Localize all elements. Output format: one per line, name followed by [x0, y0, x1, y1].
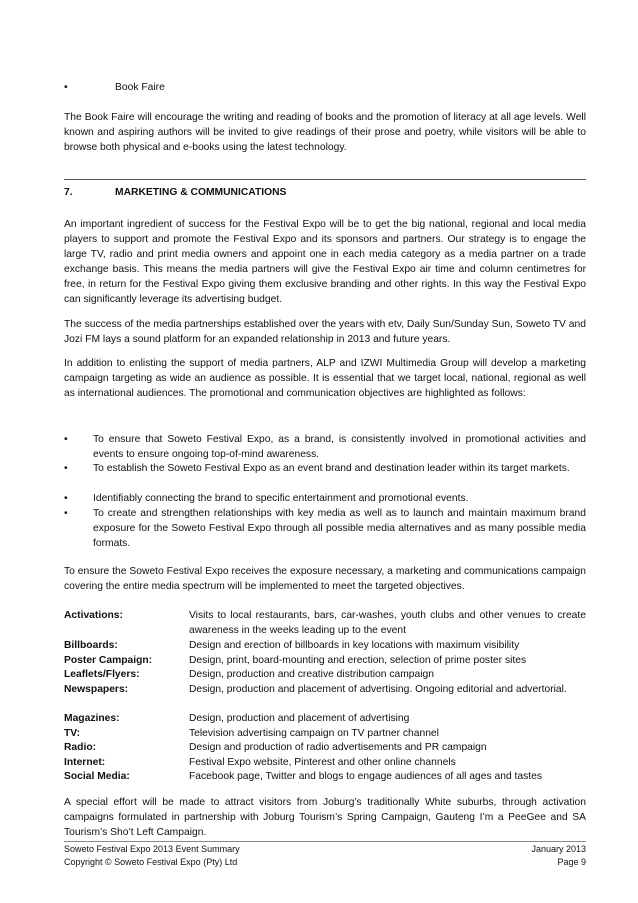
- media-description: Television advertising campaign on TV partner channel: [189, 728, 439, 739]
- media-label: Magazines:: [64, 713, 120, 724]
- section-divider: [64, 179, 586, 180]
- paragraph-media-partnerships: The success of the media partnerships established over the years with etv, Daily Sun/Sunday Sun, Soweto TV and Jozi FM lays a sound platform for an expanded relationship in 2013 and future years.: [64, 319, 586, 345]
- media-description: Design, production and creative distribution campaign: [189, 669, 434, 680]
- media-description: Design, production and placement of advertising: [189, 713, 410, 724]
- media-description: Festival Expo website, Pinterest and other online channels: [189, 757, 456, 768]
- media-label: Leaflets/Flyers:: [64, 669, 140, 680]
- footer-divider: [64, 841, 586, 842]
- document-page: [64, 0, 586, 903]
- media-description: Design, print, board-mounting and erection, selection of prime poster sites: [189, 655, 527, 666]
- media-description: Design and production of radio advertisements and PR campaign: [189, 742, 487, 753]
- book-faire-paragraph: The Book Faire will encourage the writing and reading of books and the promotion of literacy at all age levels. Well known and aspiring authors will be invited to give readings of their prose and poetry, while visitors will be able to browse both physical and e-books using the latest technology.: [64, 112, 586, 153]
- bullet-glyph: •: [64, 493, 68, 504]
- footer-date: January 2013: [531, 844, 586, 854]
- bullet-glyph: •: [64, 434, 68, 445]
- paragraph-exposure: To ensure the Soweto Festival Expo receives the exposure necessary, a marketing and communications campaign covering the entire media spectrum will be implemented to meet the targeted objectives.: [64, 566, 586, 592]
- footer-copyright: Copyright © Soweto Festival Expo (Pty) Ltd: [64, 857, 238, 867]
- bullet-glyph: •: [64, 508, 68, 519]
- media-description: Design and erection of billboards in key locations with maximum visibility: [189, 640, 520, 651]
- objective-text: To establish the Soweto Festival Expo as an event brand and destination leader within its target markets.: [93, 463, 570, 474]
- media-label: Internet:: [64, 757, 106, 768]
- media-label: TV:: [64, 728, 81, 739]
- footer-document-title: Soweto Festival Expo 2013 Event Summary: [64, 844, 240, 854]
- paragraph-marketing-campaign: In addition to enlisting the support of media partners, ALP and IZWI Multimedia Group will develop a marketing campaign targeting as wide an audience as possible. It is essential that we target local, national, regional as well as international audiences. The promotional and communication objectives are highlighted as follows:: [64, 358, 586, 399]
- media-label: Social Media:: [64, 771, 130, 782]
- media-label: Billboards:: [64, 640, 118, 651]
- objective-text: To ensure that Soweto Festival Expo, as a brand, is consistently involved in promotional activities and events to ensure ongoing top-of-mind awareness.: [93, 434, 586, 460]
- media-description: Design, production and placement of advertising. Ongoing editorial and advertorial.: [189, 684, 567, 695]
- paragraph-media-players: An important ingredient of success for the Festival Expo will be to get the big national, regional and local media players to support and promote the Festival Expo and its sponsors and partners. Our strategy is to engage the large TV, radio and print media owners and appoint one in each media category as a media partner on a trade exchange basis. This means the media partners will give the Festival Expo air time and column centimetres for free, in return for the Festival Expo giving them exclusive branding and other rights. In this way the Festival Expo can significantly leverage its advertising budget.: [64, 219, 586, 305]
- objective-text: To create and strengthen relationships with key media as well as to launch and maintain maximum brand exposure for the Soweto Festival Expo through all possible media alternatives and as many possible media formats.: [93, 508, 586, 549]
- bullet-glyph: •: [64, 82, 68, 93]
- paragraph-special-effort: A special effort will be made to attract visitors from Joburg’s traditionally White suburbs, through activation campaigns formulated in partnership with Joburg Tourism’s Spring Campaign, Gauteng I’m a PeeGee and SA Tourism’s Sho’t Left Campaign.: [64, 797, 586, 838]
- media-description: Facebook page, Twitter and blogs to engage audiences of all ages and tastes: [189, 771, 543, 782]
- media-label: Radio:: [64, 742, 97, 753]
- section-title: MARKETING & COMMUNICATIONS: [115, 187, 287, 198]
- footer-page-number: Page 9: [557, 857, 586, 867]
- media-label: Newspapers:: [64, 684, 129, 695]
- bullet-glyph: •: [64, 463, 68, 474]
- media-label: Poster Campaign:: [64, 655, 153, 666]
- objective-text: Identifiably connecting the brand to specific entertainment and promotional events.: [93, 493, 469, 504]
- section-number: 7.: [64, 187, 73, 198]
- media-description: Visits to local restaurants, bars, car-washes, youth clubs and other venues to create awareness in the weeks leading up to the event: [189, 610, 586, 636]
- media-label: Activations:: [64, 610, 123, 621]
- book-faire-title: Book Faire: [115, 82, 165, 93]
